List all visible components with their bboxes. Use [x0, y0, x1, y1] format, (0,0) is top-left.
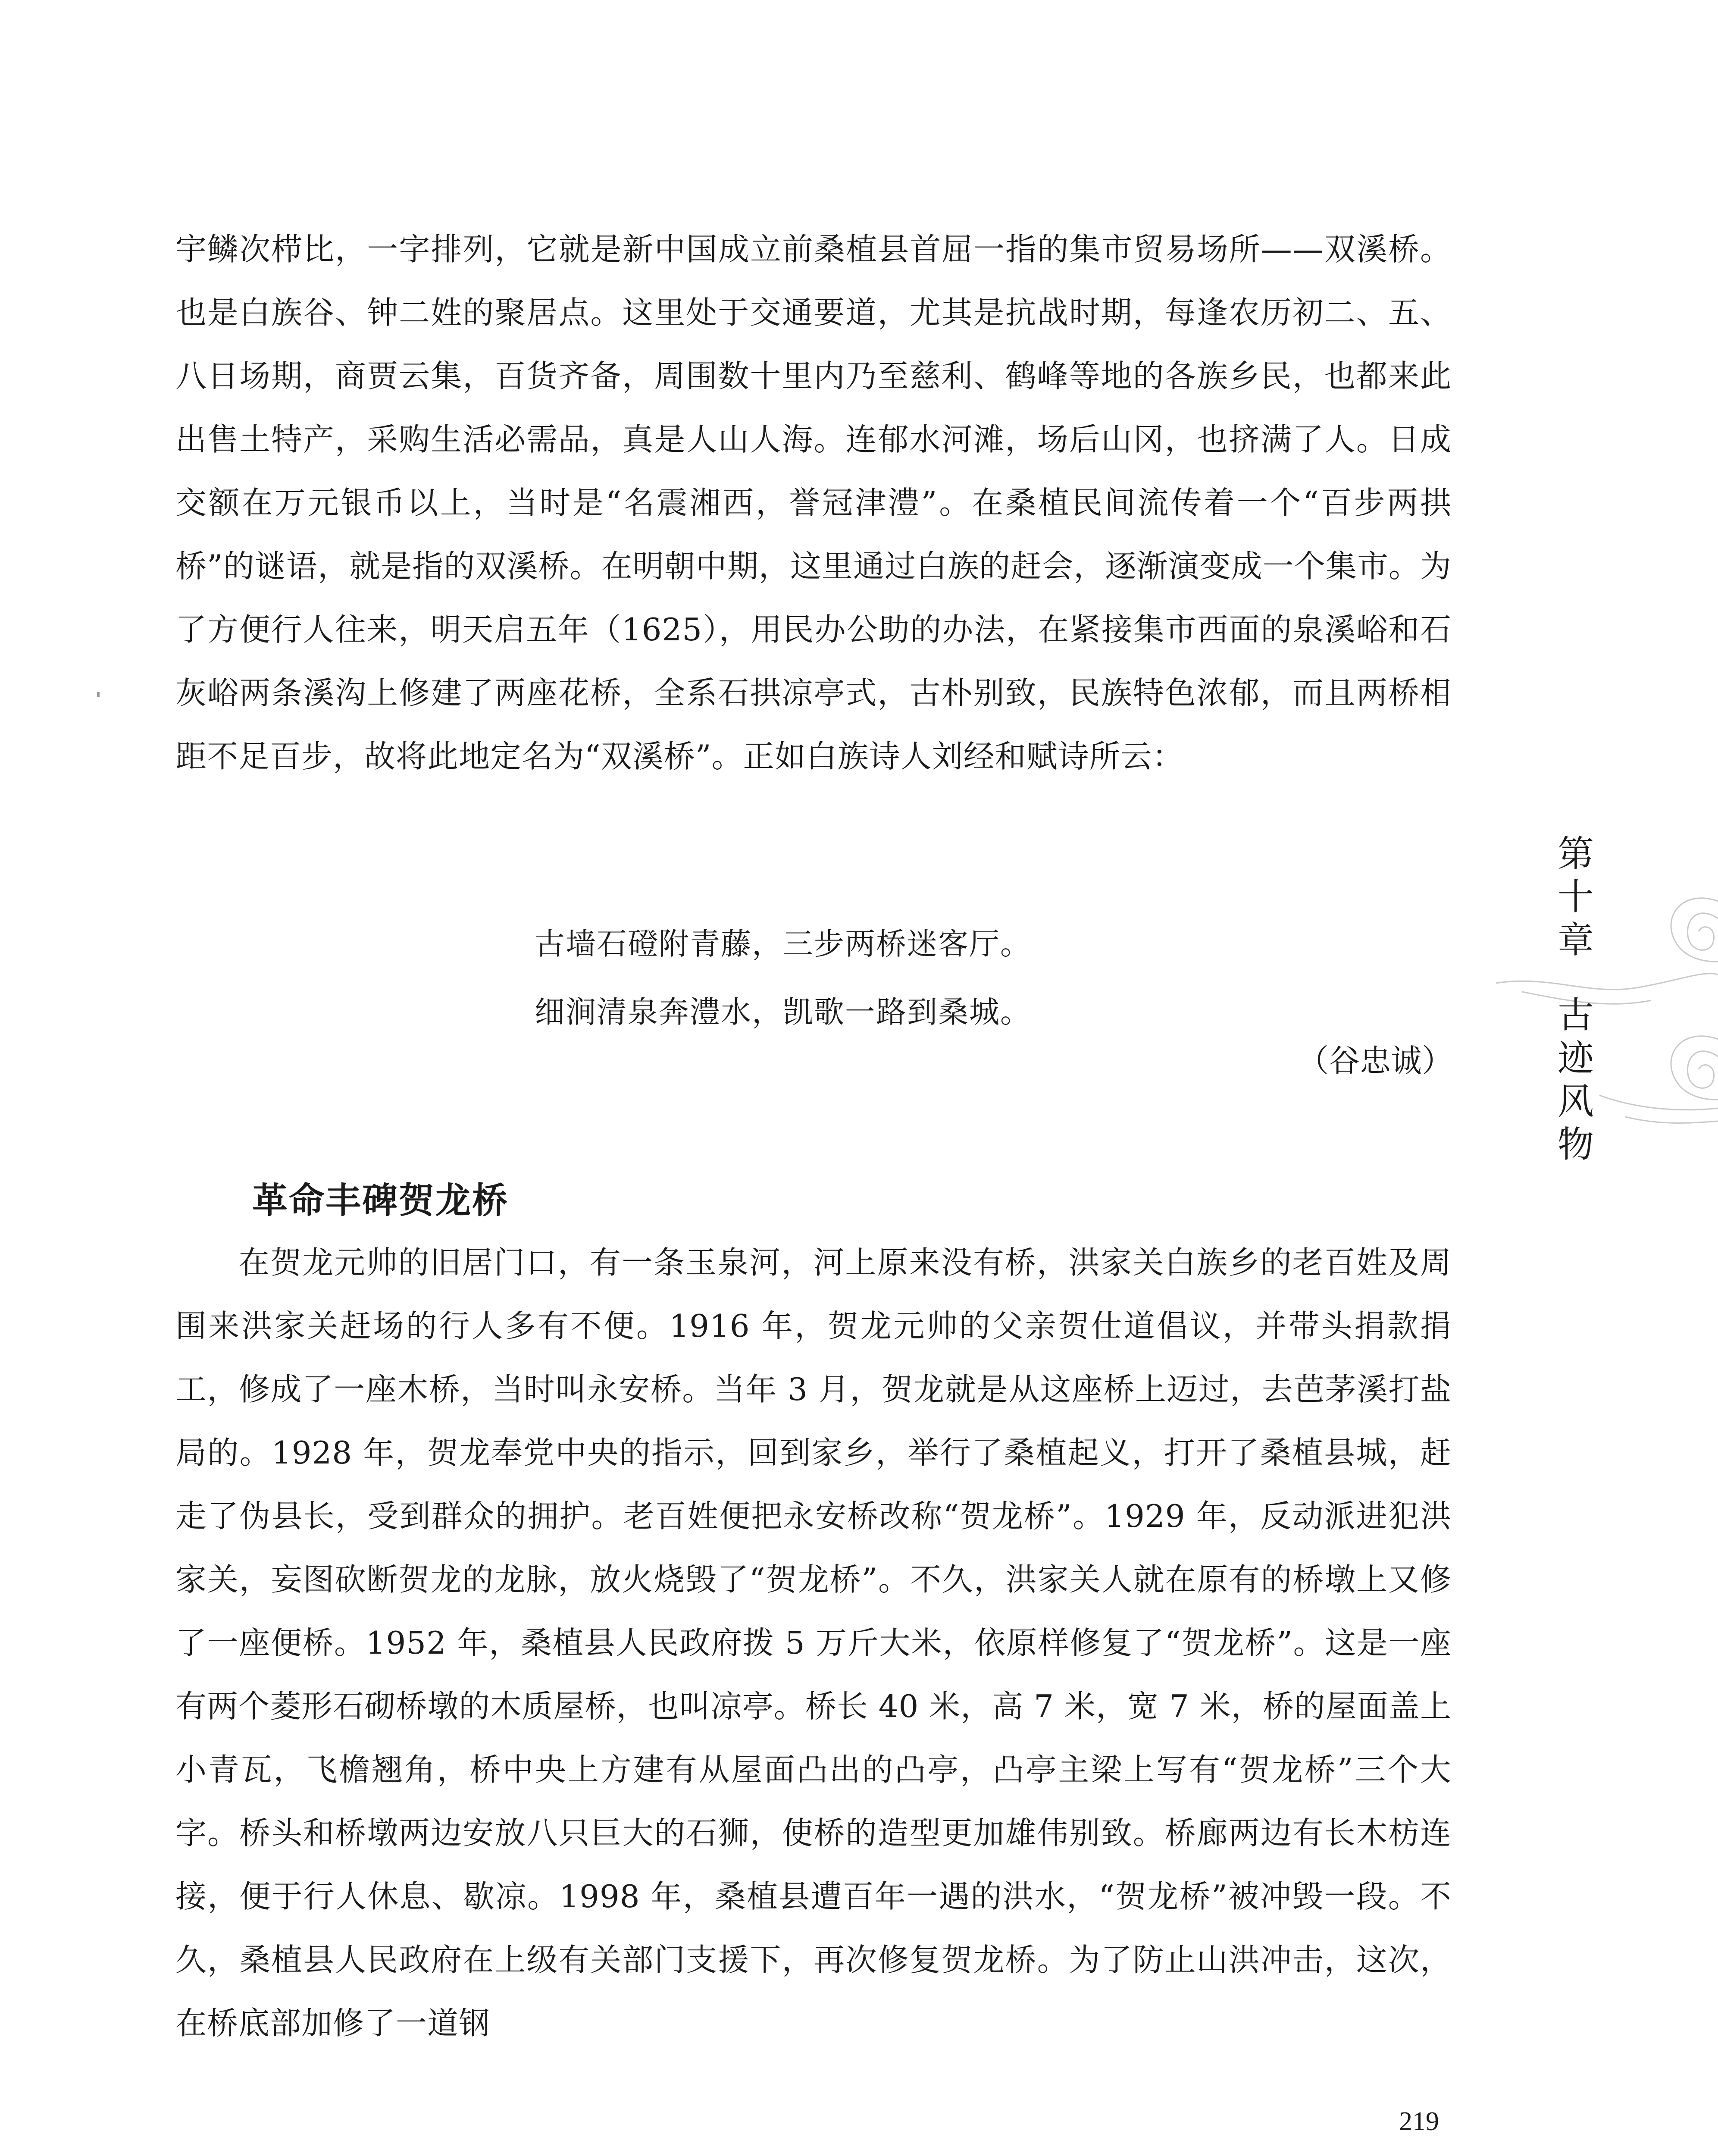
- cloud-scroll-ornament-icon: [1496, 854, 1718, 1164]
- chapter-char: 十: [1557, 876, 1594, 918]
- chapter-title: [1546, 993, 1606, 1166]
- author-signature: （谷忠诚）: [1298, 1043, 1453, 1079]
- body-paragraph-1: 宇鳞次栉比，一字排列，它就是新中国成立前桑植县首屈一指的集市贸易场所——双溪桥。也是白族谷、钟二姓的聚居点。这里处于交通要道，尤其是抗战时期，每逢农历初二、五、八日场期，商贾云集，百货齐备，周围数十里内乃至慈利、鹤峰等地的各族乡民，也都来此出售土特产，采购生活必需品，真是人山人海。连郁水河滩，场后山冈，也挤满了人。日成交额在万元银币以上，当时是“名震湘西，誉冠津澧”。在桑植民间流传着一个“百步两拱桥”的谜语，就是指的双溪桥。在明朝中期，这里通过白族的赶会，逐渐演变成一个集市。为了方便行人往来，明天启五年（1625），用民办公助的办法，在紧接集市西面的泉溪峪和石灰峪两条溪沟上修建了两座花桥，全系石拱凉亭式，古朴别致，民族特色浓郁，而且两桥相距不足百步，故将此地定名为“双溪桥”。正如白族诗人刘经和赋诗所云：: [175, 231, 1452, 774]
- chapter-char: 第: [1557, 833, 1594, 875]
- chapter-char: 章: [1557, 919, 1594, 961]
- body-paragraph-2: 在贺龙元帅的旧居门口，有一条玉泉河，河上原来没有桥，洪家关白族乡的老百姓及周围来洪家关赶场的行人多有不便。1916 年，贺龙元帅的父亲贺仕道倡议，并带头捐款捐工，修成了一座木桥，当时叫永安桥。当年 3 月，贺龙就是从这座桥上迈过，去芭茅溪打盐局的。1928 年，贺龙奉党中央的指示，回到家乡，举行了桑植起义，打开了桑植县城，赶走了伪县长，受到群众的拥护。老百姓便把永安桥改称“贺龙桥”。1929 年，反动派进犯洪家关，妄图砍断贺龙的龙脉，放火烧毁了“贺龙桥”。不久，洪家关人就在原有的桥墩上又修了一座便桥。1952 年，桑植县人民政府拨 5 万斤大米，依原样修复了“贺龙桥”。这是一座有两个菱形石砌桥墩的木质屋桥，也叫凉亭。桥长 40 米，高 7 米，宽 7 米，桥的屋面盖上小青瓦，飞檐翘角，桥中央上方建有从屋面凸出的凸亭，凸亭主梁上写有“贺龙桥”三个大字。桥头和桥墩两边安放八只巨大的石狮，使桥的造型更加雄伟别致。桥廊两边有长木枋连接，便于行人休息、歇凉。1998 年，桑植县遭百年一遇的洪水，“贺龙桥”被冲毁一段。不久，桑植县人民政府在上级有关部门支援下，再次修复贺龙桥。为了防止山洪冲击，这次，在桥底部加修了一道钢: [175, 1244, 1452, 2041]
- chapter-side-tab: [1546, 832, 1606, 1166]
- page-number: 219: [1399, 2107, 1439, 2136]
- chapter-title-char: 古: [1557, 994, 1594, 1036]
- chapter-label: [1546, 832, 1606, 962]
- section-heading: 革命丰碑贺龙桥: [252, 1180, 509, 1221]
- chapter-title-char: 风: [1557, 1080, 1594, 1122]
- chapter-title-char: 物: [1557, 1123, 1594, 1166]
- poem: [535, 910, 1181, 1046]
- poem-line-1: 古墙石磴附青藤，三步两桥迷客厅。: [535, 926, 1031, 962]
- scan-speck: [97, 692, 100, 697]
- chapter-title-char: 迹: [1557, 1037, 1594, 1079]
- poem-line-2: 细涧清泉奔澧水，凯歌一路到桑城。: [535, 994, 1031, 1030]
